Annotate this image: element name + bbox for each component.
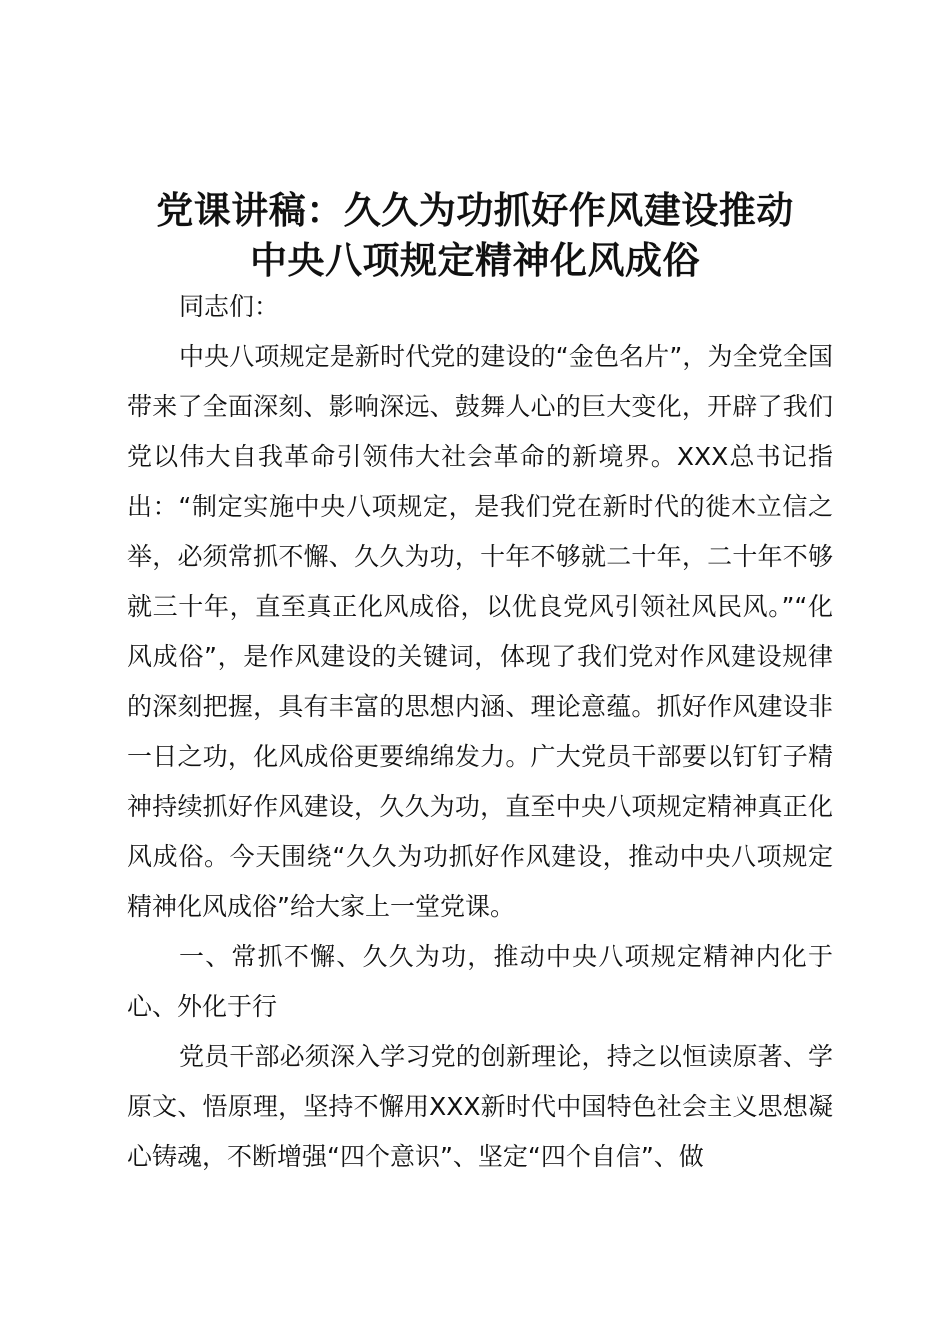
section-paragraph-1: 党员干部必须深入学习党的创新理论，持之以恒读原著、学原文、悟原理，坚持不懈用XXX新时代中国特色社会主义思想凝心铸魂，不断增强“四个意识”、坚定“四个自信”、做	[127, 1042, 833, 1171]
salutation-paragraph: 同志们：	[179, 292, 280, 321]
document-title	[100, 186, 850, 286]
intro-paragraph: 中央八项规定是新时代党的建设的“金色名片”，为全党全国带来了全面深刻、影响深远、鼓舞人心的巨大变化，开辟了我们党以伟大自我革命引领伟大社会革命的新境界。XXX总书记指出：“制定实施中央八项规定，是我们党在新时代的徙木立信之举，必须常抓不懈、久久为功，十年不够就二十年，二十年不够就三十年，直至真正化风成俗，以优良党风引领社风民风。”“化风成俗”，是作风建设的关键词，体现了我们党对作风建设规律的深刻把握，具有丰富的思想内涵、理论意蕴。抓好作风建设非一日之功，化风成俗更要绵绵发力。广大党员干部要以钉钉子精神持续抓好作风建设，久久为功，直至中央八项规定精神真正化风成俗。今天围绕“久久为功抓好作风建设，推动中央八项规定精神化风成俗”给大家上一堂党课。	[127, 342, 833, 921]
title-line-2: 中央八项规定精神化风成俗	[250, 239, 700, 282]
document-body	[127, 282, 833, 1182]
title-line-1: 党课讲稿：久久为功抓好作风建设推动	[156, 189, 794, 232]
section-heading-1: 一、常抓不懈、久久为功，推动中央八项规定精神内化于心、外化于行	[127, 942, 833, 1021]
